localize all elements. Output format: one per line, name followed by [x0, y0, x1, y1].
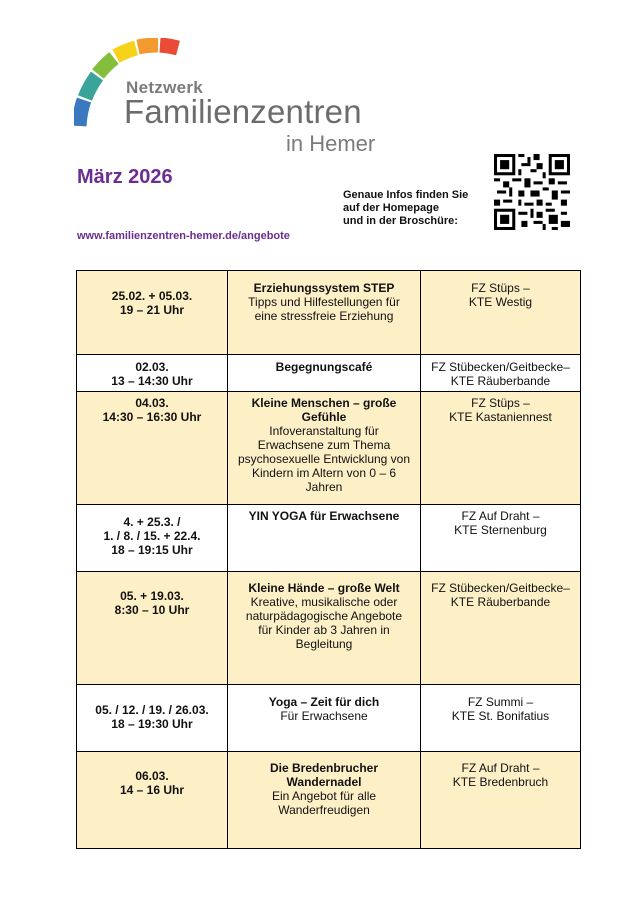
- arc-segment: [138, 45, 158, 47]
- event-location: KTE Kastaniennest: [449, 410, 552, 424]
- event-location: FZ Summi –: [467, 695, 534, 709]
- event-location: FZ Auf Draht –: [461, 761, 540, 775]
- info-line: Genaue Infos finden Sie: [343, 189, 469, 201]
- table-row: [77, 392, 581, 505]
- event-description: Für Erwachsene: [280, 709, 368, 723]
- table-row: [77, 572, 581, 685]
- event-date: 04.03.: [135, 396, 169, 410]
- event-title: Yoga – Zeit für dich: [268, 695, 380, 709]
- event-location: FZ Stüps –: [471, 396, 530, 410]
- event-date: 13 – 14:30 Uhr: [111, 374, 193, 388]
- event-date: 05. + 19.03.: [120, 589, 184, 603]
- event-description: Erwachsene zum Thema: [257, 438, 391, 452]
- page-title: März 2026: [77, 166, 173, 188]
- event-location: FZ Stübecken/Geitbecke–: [431, 581, 570, 595]
- event-title: Kleine Hände – große Welt: [248, 581, 400, 595]
- event-location: KTE Bredenbruch: [452, 775, 549, 789]
- arc-segment: [160, 45, 178, 48]
- event-date-cell: [77, 685, 228, 752]
- event-location: KTE Räuberbande: [450, 595, 551, 609]
- event-title: Gefühle: [301, 410, 347, 424]
- arc-segment: [98, 58, 114, 74]
- event-date-cell: [77, 271, 228, 355]
- event-description: eine stressfreie Erziehung: [254, 309, 394, 323]
- event-location: KTE Westig: [468, 295, 533, 309]
- event-location: KTE St. Bonifatius: [451, 709, 550, 723]
- event-description: für Kinder ab 3 Jahren in: [258, 623, 390, 637]
- event-location: FZ Auf Draht –: [461, 509, 540, 523]
- event-location-cell: [421, 355, 581, 392]
- event-title: Erziehungssystem STEP: [253, 281, 395, 295]
- event-description: Ein Angebot für alle: [271, 789, 377, 803]
- event-title: YIN YOGA für Erwachsene: [248, 509, 400, 523]
- logo-network: Netzwerk: [126, 78, 204, 97]
- event-location-cell: [421, 271, 581, 355]
- info-line: und in der Broschüre:: [343, 215, 458, 227]
- event-date: 05. / 12. / 19. / 26.03.: [95, 703, 209, 717]
- event-location: FZ Stübecken/Geitbecke–: [431, 360, 570, 374]
- event-date-cell: [77, 505, 228, 572]
- event-date: 25.02. + 05.03.: [111, 289, 193, 303]
- website-link[interactable]: www.familienzentren-hemer.de/angebote: [77, 230, 290, 242]
- event-title: Kleine Menschen – große: [251, 396, 397, 410]
- event-date: 14 – 16 Uhr: [119, 783, 185, 797]
- table-row: [77, 752, 581, 849]
- arc-segment: [79, 100, 84, 126]
- event-description-cell: [228, 752, 421, 849]
- event-location: KTE Räuberbande: [450, 374, 551, 388]
- event-location-cell: [421, 572, 581, 685]
- event-description-cell: [228, 355, 421, 392]
- event-location-cell: [421, 505, 581, 572]
- event-date: 8:30 – 10 Uhr: [114, 603, 190, 617]
- event-description-cell: [228, 392, 421, 505]
- event-description-cell: [228, 572, 421, 685]
- arc-segment: [116, 48, 136, 56]
- info-text: [343, 189, 468, 228]
- event-date-cell: [77, 752, 228, 849]
- event-date: 06.03.: [135, 769, 169, 783]
- event-date-cell: [77, 572, 228, 685]
- event-description: Kindern im Altern von 0 – 6: [251, 466, 397, 480]
- event-date-cell: [77, 355, 228, 392]
- info-line: auf der Homepage: [343, 202, 439, 214]
- event-description-cell: [228, 685, 421, 752]
- event-date: 19 – 21 Uhr: [119, 303, 185, 317]
- table-row: [77, 505, 581, 572]
- qr-code-icon[interactable]: [494, 154, 570, 230]
- event-description-cell: [228, 505, 421, 572]
- event-description: Kreative, musikalische oder: [250, 595, 398, 609]
- event-location-cell: [421, 685, 581, 752]
- event-date-cell: [77, 392, 228, 505]
- event-location-cell: [421, 392, 581, 505]
- event-description: Tipps und Hilfestellungen für: [248, 295, 400, 309]
- event-description: Jahren: [305, 480, 343, 494]
- logo: [74, 38, 414, 158]
- event-date: 18 – 19:30 Uhr: [111, 717, 193, 731]
- table-row: [77, 271, 581, 355]
- event-location: FZ Stüps –: [471, 281, 530, 295]
- event-date: 4. + 25.3. /: [123, 515, 181, 529]
- event-description: Infoveranstaltung für: [269, 424, 379, 438]
- event-description-cell: [228, 271, 421, 355]
- event-title: Die Bredenbrucher: [269, 761, 379, 775]
- table-row: [77, 685, 581, 752]
- event-title: Wandernadel: [286, 775, 362, 789]
- event-title: Begegnungscafé: [275, 360, 373, 374]
- event-description: Begleitung: [295, 637, 353, 651]
- event-date: 18 – 19:15 Uhr: [111, 543, 193, 557]
- table-row: [77, 355, 581, 392]
- event-date: 1. / 8. / 15. + 22.4.: [103, 529, 201, 543]
- event-location-cell: [421, 752, 581, 849]
- event-description: naturpädagogische Angebote: [245, 609, 403, 623]
- logo-place: in Hemer: [286, 131, 376, 156]
- schedule-table: [76, 270, 581, 849]
- logo-name: Familienzentren: [124, 93, 362, 130]
- event-location: KTE Sternenburg: [454, 523, 547, 537]
- event-date: 14:30 – 16:30 Uhr: [102, 410, 202, 424]
- event-description: Wanderfreudigen: [278, 803, 370, 817]
- event-date: 02.03.: [135, 360, 169, 374]
- event-description: psychosexuelle Entwicklung von: [237, 452, 411, 466]
- arc-segment: [85, 76, 97, 98]
